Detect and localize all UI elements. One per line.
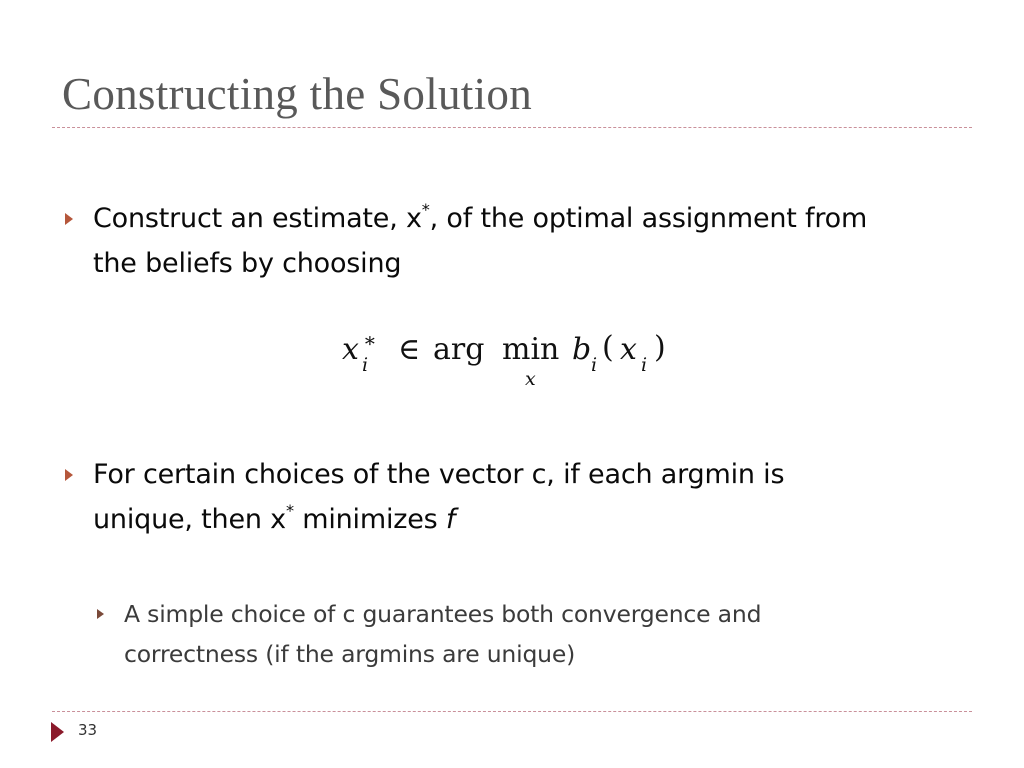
- formula-sub-i: i: [362, 354, 369, 376]
- formula-under-x: x: [525, 368, 536, 390]
- bullet-2-text-b: minimizes: [293, 504, 446, 535]
- formula-star: ∗: [363, 328, 377, 352]
- argmin-formula: [340, 328, 680, 396]
- formula-b: b: [572, 332, 592, 367]
- footer-divider: [52, 711, 972, 712]
- formula-open-paren: (: [602, 330, 614, 365]
- sub-bullet-arrow-icon: [97, 609, 104, 619]
- page-number: 33: [78, 721, 98, 739]
- sub-bullet-line-1: A simple choice of c guarantees both convergence and: [124, 600, 762, 628]
- bullet-2-line-1: For certain choices of the vector c, if each argmin is: [93, 459, 785, 490]
- formula-x: x: [342, 332, 359, 367]
- superscript-star: *: [285, 500, 294, 520]
- bullet-arrow-icon: [65, 469, 73, 481]
- bullet-2-text-a: unique, then x: [93, 504, 286, 535]
- formula-arg: arg: [433, 332, 485, 367]
- superscript-star: *: [421, 199, 430, 219]
- formula-b-sub: i: [591, 354, 598, 376]
- bullet-1-line-2: the beliefs by choosing: [93, 248, 402, 279]
- formula-element-of: ∈: [398, 332, 421, 367]
- bullet-1-text-b: , of the optimal assignment from: [429, 203, 868, 234]
- title-divider: [52, 127, 972, 128]
- formula-close-paren: ): [654, 330, 666, 365]
- formula-x2-sub: i: [641, 354, 648, 376]
- bullet-2-line-2: [93, 497, 973, 542]
- sub-bullet-line-2: correctness (if the argmins are unique): [124, 640, 576, 668]
- italic-f: f: [445, 504, 456, 535]
- bullet-arrow-icon: [65, 213, 73, 225]
- bullet-1-text-a: Construct an estimate, x: [93, 203, 422, 234]
- formula-x2: x: [620, 332, 637, 367]
- formula-min: min: [502, 332, 560, 367]
- bullet-1-line-1: [93, 196, 973, 241]
- page-marker-icon: [51, 722, 64, 742]
- slide-title: Constructing the Solution: [62, 69, 533, 119]
